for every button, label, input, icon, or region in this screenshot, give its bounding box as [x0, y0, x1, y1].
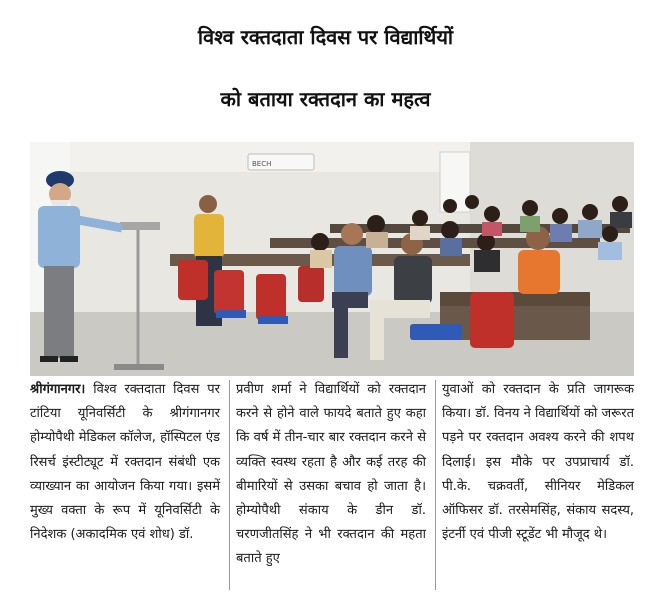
- article-column-2: प्रवीण शर्मा ने विद्यार्थियों को रक्तदान करने से होने वाले फायदे बताते हुए कहा कि वर्ष में तीन-चार बार रक्तदान करने से व्यक्ति स्वस्थ रहता है और कई तरह की बीमारियों से उसका बचाव हो जाता है। होम्योपैथी संकाय के डीन डॉ. चरणजीतसिंह ने भी रक्तदान की महता बताते हुए: [236, 382, 426, 567]
- column-1-text: विश्व रक्तदाता दिवस पर टांटिया यूनिवर्सिटी के श्रीगंगानगर होम्योपैथी मेडिकल कॉलेज, हॉस्पिटल एंड रिसर्च इंस्टीट्यूट में रक्तदान संबंधी एक व्याख्यान का आयोजन किया गया। इसमें मुख्य वक्ता के रूप में यूनिवर्सिटी के निदेशक (अकादमिक एवं शोध) डॉ.: [30, 382, 220, 543]
- headline-line-2: को बताया रक्तदान का महत्व: [220, 87, 431, 111]
- dateline: श्रीगंगानगर।: [30, 382, 86, 397]
- ac-brand-label: BECH: [252, 160, 272, 168]
- column-divider: [435, 380, 436, 590]
- classroom-photo: [30, 142, 634, 376]
- column-divider: [229, 380, 230, 590]
- article-body: [30, 378, 634, 598]
- headline: [0, 0, 651, 140]
- article-column-1: [30, 378, 220, 592]
- article-column-3: युवाओं को रक्तदान के प्रति जागरूक किया। डॉ. विनय ने विद्यार्थियों को जरूरत पड़ने पर रक्तदान अवश्य करने की शपथ दिलाई। इस मौके पर उपप्राचार्य डॉ. पी.के. चक्रवर्ती, सीनियर मेडिकल ऑफिसर डॉ. तरसेमसिंह, संकाय सदस्य, इंटर्नी एवं पीजी स्टूडेंट भी मौजूद थे।: [442, 382, 634, 543]
- ac-unit: [248, 154, 314, 170]
- headline-line-1: विश्व रक्तदाता दिवस पर विद्यार्थियों: [197, 25, 454, 49]
